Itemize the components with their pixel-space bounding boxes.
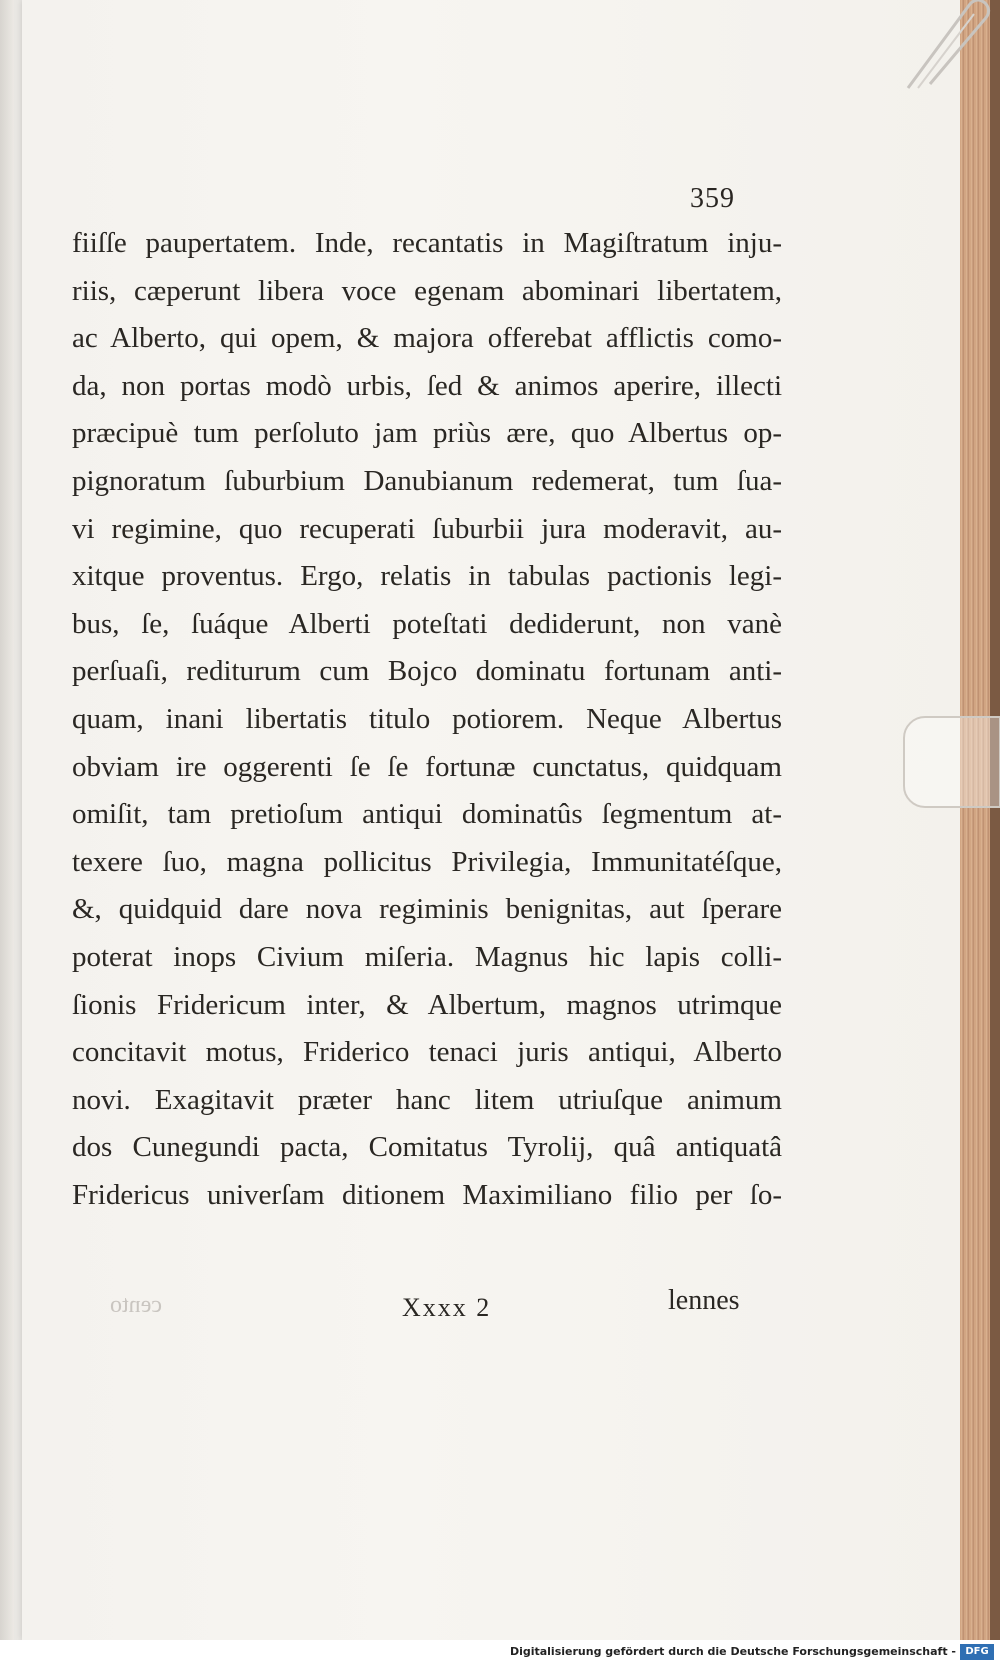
text-line: riis, cæperunt libera voce egenam abominari libertatem, [72, 274, 782, 307]
text-line: perſuaſi, rediturum cum Bojco dominatu fortunam anti- [72, 655, 782, 688]
text-line: Fridericus univerſam ditionem Maximiliano filio per ſo- [72, 1178, 782, 1211]
page-tab-marker [903, 716, 1000, 808]
text-line: fiiſſe paupertatem. Inde, recantatis in Magiſtratum inju- [72, 227, 782, 259]
text-line: &, quidquid dare nova regiminis benignitas, aut ſperare [72, 893, 782, 926]
text-line: poterat inops Civium miſeria. Magnus hic lapis colli- [72, 940, 782, 973]
text-line: ac Alberto, qui opem, & majora offerebat afflictis como- [72, 322, 782, 355]
facing-page-edge [0, 0, 14, 1640]
text-line: novi. Exagitavit præter hanc litem utriuſque animum [72, 1083, 782, 1116]
text-line: quam, inani libertatis titulo potiorem. Neque Albertus [72, 702, 782, 735]
text-line: xitque proventus. Ergo, relatis in tabulas pactionis legi- [72, 560, 782, 593]
paper-clip-icon [900, 0, 992, 90]
text-line: concitavit motus, Friderico tenaci juris antiqui, Alberto [72, 1036, 782, 1069]
text-line: præcipuè tum perſoluto jam priùs ære, quo Albertus op- [72, 417, 782, 450]
page-number: 359 [690, 183, 735, 214]
funding-credit: Digitalisierung gefördert durch die Deutsche Forschungsgemeinschaft - [509, 1645, 956, 1658]
text-line: texere ſuo, magna pollicitus Privilegia, Immunitatéſque, [72, 845, 782, 878]
catchword: lennes [668, 1285, 740, 1316]
text-line: vi regimine, quo recuperati ſuburbii jura moderavit, au- [72, 512, 782, 545]
text-line: omiſit, tam pretioſum antiqui dominatûs ſegmentum at- [72, 798, 782, 831]
text-line: pignoratum ſuburbium Danubianum redemerat, tum ſua- [72, 464, 782, 497]
dfg-logo: DFG [960, 1644, 994, 1660]
body-text [72, 220, 782, 1219]
book-cover-edge [990, 0, 1000, 1640]
text-line: da, non portas modò urbis, ſed & animos aperire, illecti [72, 369, 782, 402]
text-line: dos Cunegundi pacta, Comitatus Tyrolij, quâ antiquatâ [72, 1131, 782, 1164]
signature-mark: Xxxx 2 [402, 1293, 492, 1322]
bleed-through-text: cento [110, 1292, 162, 1318]
text-line: obviam ire oggerenti ſe ſe fortunæ cunctatus, quidquam [72, 750, 782, 783]
text-line: bus, ſe, ſuáque Alberti poteſtati dediderunt, non vanè [72, 607, 782, 640]
text-line: ſionis Fridericum inter, & Albertum, magnos utrimque [72, 988, 782, 1021]
